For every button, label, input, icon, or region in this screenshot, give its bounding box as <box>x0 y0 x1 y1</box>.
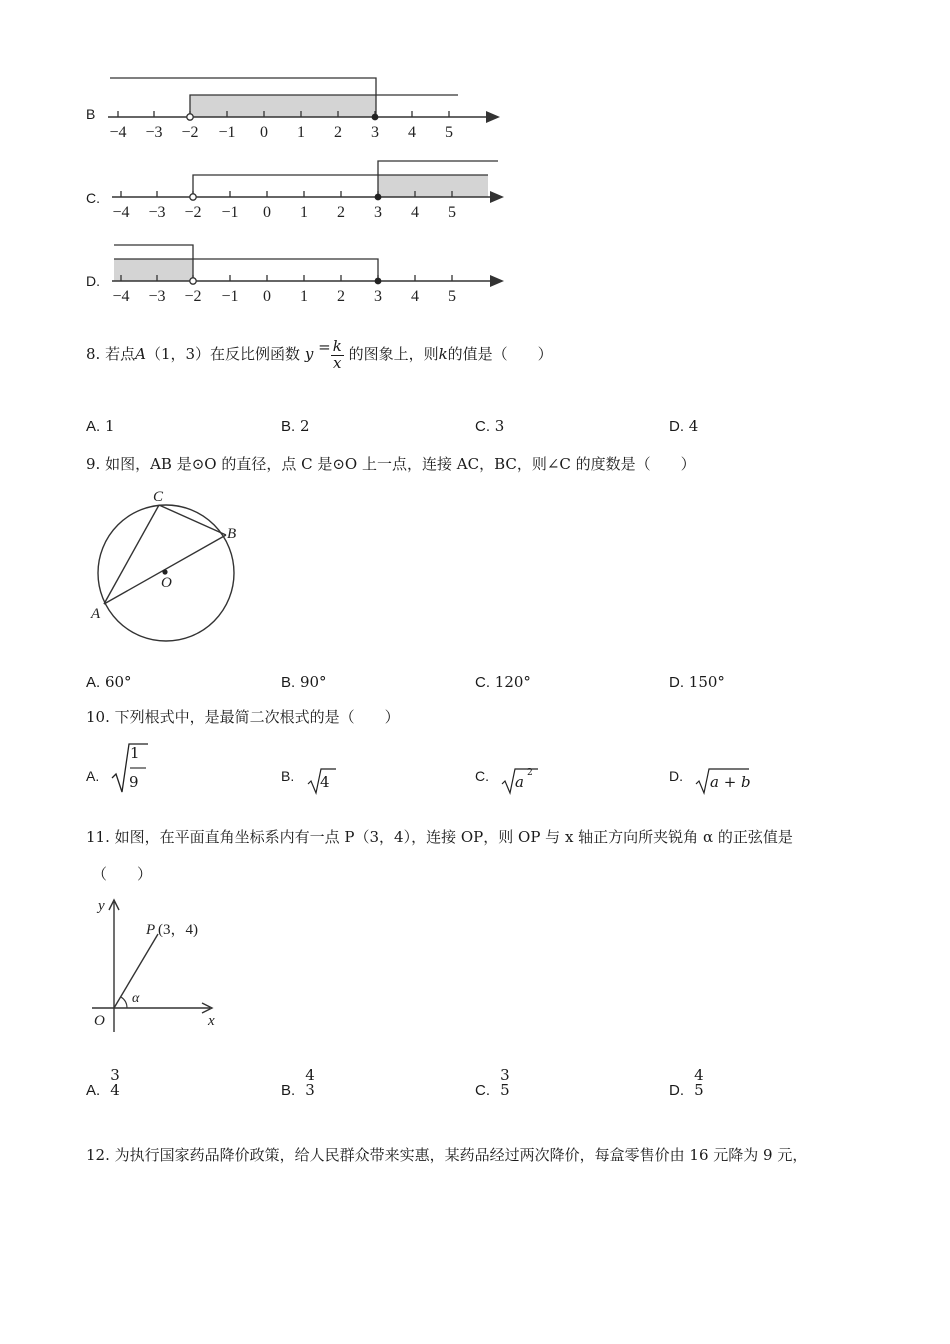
q9-option-b[interactable]: B. 90° <box>281 673 327 691</box>
q11-stem <box>86 826 793 847</box>
q9-stem <box>86 453 696 474</box>
q10-option-c-label[interactable]: C. <box>475 768 489 784</box>
q12-stem <box>86 1144 807 1165</box>
label-alpha: α <box>132 991 140 1006</box>
number-line-b <box>100 70 510 140</box>
stem-text: 如图，AB 是⊙O 的直径，点 C 是⊙O 上一点，连接 AC，BC，则∠C 的度数是（ ） <box>105 455 696 473</box>
stem-text: 下列根式中，是最简二次根式的是（ ） <box>114 708 400 726</box>
closed-point <box>375 194 382 201</box>
q8-option-a[interactable]: A. 1 <box>86 417 115 435</box>
q7-option-d-label[interactable]: D. <box>86 273 100 289</box>
center-point <box>162 569 167 574</box>
function-y: y <box>304 345 314 363</box>
tick-label: −1 <box>221 204 239 221</box>
circle-figure <box>86 485 246 645</box>
label-point: (3，4) <box>158 922 198 938</box>
q11-option-c[interactable]: C. 3 5 <box>475 1065 510 1100</box>
tick-label: −4 <box>109 124 127 140</box>
label-y: y <box>98 898 105 914</box>
tick-label: 2 <box>334 124 342 140</box>
tick-label: 4 <box>411 204 419 221</box>
tick-label: −4 <box>112 288 130 305</box>
q7-option-b-label[interactable]: B <box>86 106 96 122</box>
tick-label: −4 <box>112 204 130 221</box>
tick-label: 2 <box>337 288 345 305</box>
q7-option-c-label[interactable]: C. <box>86 190 100 206</box>
label-x: x <box>208 1013 215 1029</box>
shaded-region <box>378 175 488 197</box>
axis-arrow <box>490 275 504 287</box>
shaded-region <box>190 95 376 117</box>
tick-label: 5 <box>448 288 456 305</box>
angle-alpha-arc <box>121 997 127 1008</box>
equals-sign: = <box>318 338 331 356</box>
q11-answer-paren: （ ） <box>92 865 153 883</box>
open-point <box>187 114 193 120</box>
question-number: 12. <box>86 1146 110 1164</box>
open-point <box>190 194 196 200</box>
stem-text: 为执行国家药品降价政策，给人民群众带来实惠，某药品经过两次降价，每盒零售价由 16 元降为 9 元， <box>114 1146 808 1164</box>
question-number: 9. <box>86 455 101 473</box>
closed-point <box>375 278 382 285</box>
axis-arrow <box>486 111 500 123</box>
radicand: a + b <box>710 773 751 791</box>
open-point <box>190 278 196 284</box>
var-k: k <box>438 345 448 363</box>
label-p: P <box>146 922 156 938</box>
tick-label: 1 <box>300 288 308 305</box>
point-label: A <box>135 345 146 363</box>
tick-label: 1 <box>297 124 305 140</box>
fraction-k-over-x: $\frac{k}{x}$ <box>332 336 342 372</box>
coordinate-figure <box>86 890 236 1040</box>
radicand-exponent: 2 <box>527 768 533 778</box>
closed-point <box>372 114 379 121</box>
label-o: O <box>161 575 172 591</box>
tick-label: 0 <box>260 124 268 140</box>
stem-text: 的图象上，则 <box>348 345 439 363</box>
q9-option-c[interactable]: C. 120° <box>475 673 531 691</box>
tick-label: 0 <box>263 288 271 305</box>
q11-option-a[interactable]: A. 3 4 <box>86 1065 120 1100</box>
radicand-denominator: 9 <box>129 773 139 791</box>
label-b: B <box>227 526 237 542</box>
stem-text: 如图，在平面直角坐标系内有一点 P（3，4），连接 OP，则 OP 与 x 轴正方向所夹锐角 α 的正弦值是 <box>114 828 793 846</box>
tick-label: −2 <box>184 204 202 221</box>
stem-text: 若点 <box>105 345 136 363</box>
tick-label: 3 <box>371 124 379 140</box>
q9-option-a[interactable]: A. 60° <box>86 673 132 691</box>
label-c: C <box>153 489 164 505</box>
number-line-c <box>100 150 510 224</box>
shaded-region <box>114 259 193 281</box>
question-number: 8. <box>86 345 101 363</box>
radicand: 4 <box>320 773 330 791</box>
question-number: 11. <box>86 828 110 846</box>
q8-option-b[interactable]: B. 2 <box>281 417 310 435</box>
q11-option-d[interactable]: D. 4 5 <box>669 1065 704 1100</box>
q10-option-b-label[interactable]: B. <box>281 768 295 784</box>
q10-option-a-label[interactable]: A. <box>86 768 100 784</box>
tick-label: −1 <box>221 288 239 305</box>
tick-label: −3 <box>148 204 166 221</box>
label-o: O <box>94 1013 105 1029</box>
stem-text: （1，3） <box>145 345 211 363</box>
tick-label: 3 <box>374 204 382 221</box>
q9-option-d[interactable]: D. 150° <box>669 673 725 691</box>
stem-text: 的值是（ ） <box>447 345 553 363</box>
tick-label: −3 <box>148 288 166 305</box>
tick-label: 5 <box>448 204 456 221</box>
tick-label: 0 <box>263 204 271 221</box>
number-line-d <box>100 234 510 308</box>
tick-label: 2 <box>337 204 345 221</box>
q8-option-d[interactable]: D. 4 <box>669 417 699 435</box>
tick-label: 4 <box>408 124 416 140</box>
q10-stem <box>86 706 400 727</box>
label-a: A <box>91 606 101 622</box>
chord-bc <box>159 505 226 535</box>
tick-label: 5 <box>445 124 453 140</box>
tick-label: −3 <box>145 124 163 140</box>
tick-label: −2 <box>184 288 202 305</box>
tick-label: 1 <box>300 204 308 221</box>
tick-label: 4 <box>411 288 419 305</box>
tick-label: −1 <box>218 124 236 140</box>
tick-label: −2 <box>181 124 199 140</box>
q8-option-c[interactable]: C. 3 <box>475 417 505 435</box>
tick-label: 3 <box>374 288 382 305</box>
stem-text: 在反比例函数 <box>210 345 301 363</box>
q10-option-d-label[interactable]: D. <box>669 768 683 784</box>
q11-option-b[interactable]: B. 4 3 <box>281 1065 315 1100</box>
radicand-base: a <box>515 773 524 791</box>
q8-stem <box>86 331 553 377</box>
axis-arrow <box>490 191 504 203</box>
radicand-numerator: 1 <box>130 744 140 762</box>
question-number: 10. <box>86 708 110 726</box>
